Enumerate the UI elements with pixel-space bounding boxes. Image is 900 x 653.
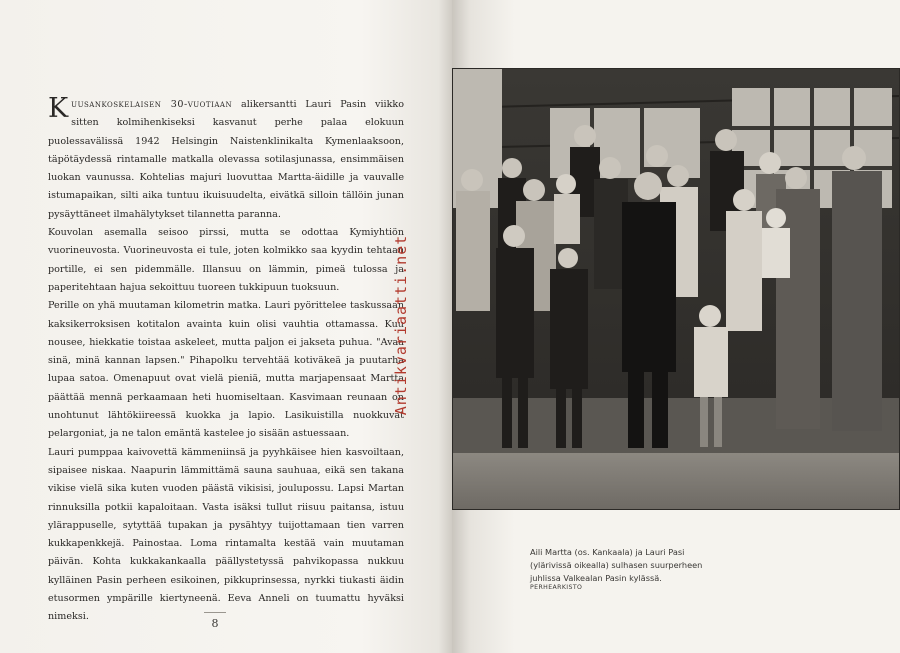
paragraph-1 <box>48 93 404 224</box>
photo-credit: PERHEARKISTO <box>530 584 583 591</box>
drop-cap: K <box>48 93 69 124</box>
lead-in-smallcaps: uusankoskelaisen 30-vuotiaan <box>71 99 233 110</box>
paragraph-3: Perille on yhä muutaman kilometrin matka. Lauri pyörittelee taskussaan kaksikerroksisen kotitalon avainta kuin olisi vauhtia ottamassa. Kuu nousee, hiekkatie toistaa askeleet, mutta paljon ei jakseta puhua. "Avaa sinä, minä kannan lapsen." Pihapolku tervehtää kotiväkeä ja puutarha lupaa satoa. Omenapuut ovat vielä pieniä, mutta marjapensaat Martta päättää mennä perkaamaan heti huomiseltaan. Kasvimaan reunaan on unohtunut lähtökiireessä kuokka ja lapio. Lasikuistilla nuokkuvat pelargoniat, ja ne talon emäntä kastelee jo sisään astuessaan. <box>48 300 404 440</box>
photo-caption <box>530 546 705 584</box>
photo-illustration <box>452 68 900 510</box>
watermark <box>392 230 410 420</box>
paragraph-2: Kouvolan asemalla seisoo pirssi, mutta se odottaa Kymiyhtiön vuorineuvosta. Vuorineuvosta ei tule, joten kolmikko saa kyydin tehtaan portille, ei sen pidemmälle. Illansuu on lämmin, pimeä tulossa ja paperitehtaan hajua sekoittuu tuoreen tukkipuun tuoksuun. <box>48 227 404 293</box>
caption-text: Aili Martta (os. Kankaala) ja Lauri Pasi (ylärivissä oikealla) sulhasen suurperheen juhlissa Valkealan Pasin kylässä. <box>530 547 703 583</box>
family-photograph <box>452 68 900 510</box>
chapter-body-text <box>48 93 404 627</box>
paragraph-4: Lauri pumppaa kaivovettä kämmeniinsä ja pyyhkäisee hien kasvoiltaan, sipaisee niskaa. Naapurin lämmittämä sauna sauhuaa, eikä sen takana vikise vielä sika kuten vuoden päästä vikisisi, joulupossu. Lapsi Martan rinnuksilla potkii kapaloitaan. Vasta isäksi tullut riisuu paitansa, istuu ylärappuselle, sytyttää tupakan ja pysähtyy tuijottamaan tien varren kukkapenkkejä. Painostaa. Loma rintamalta kestää vain muutaman päivän. Kohta kukkakankaalla päällystetyssä pahvikopassa nukkuu kylläinen Pasin perheen esikoinen, pikkuprinsessa, nyrkki tiukasti äidin etusormen ympärille kiertyneenä. Eeva Anneli on tuumattu hyväksi nimeksi. <box>48 446 404 623</box>
folio-rule <box>204 612 226 613</box>
page-number: 8 <box>211 617 219 630</box>
watermark-text: Antikvariaatti.net <box>392 234 410 416</box>
paragraph-1-text: alikersantti Lauri Pasin viikko sitten kolmihenkiseksi kasvanut perhe palaa elokuun puolessavälissä 1942 Helsingin Naistenklinikalta Kymenlaaksoon, täpötäydessä rintamalle matkalla olevassa sotilasjunassa, ensimmäisen luokan vaunussa. Kohtelias majuri luovuttaa Martta-äidille ja vauvalle istumapaikan, silti aika tuntuu ikuisuudelta, eivätkä silloin tällöin junan pysäyttäneet ilmahälytykset tilannetta paranna. <box>48 99 404 220</box>
